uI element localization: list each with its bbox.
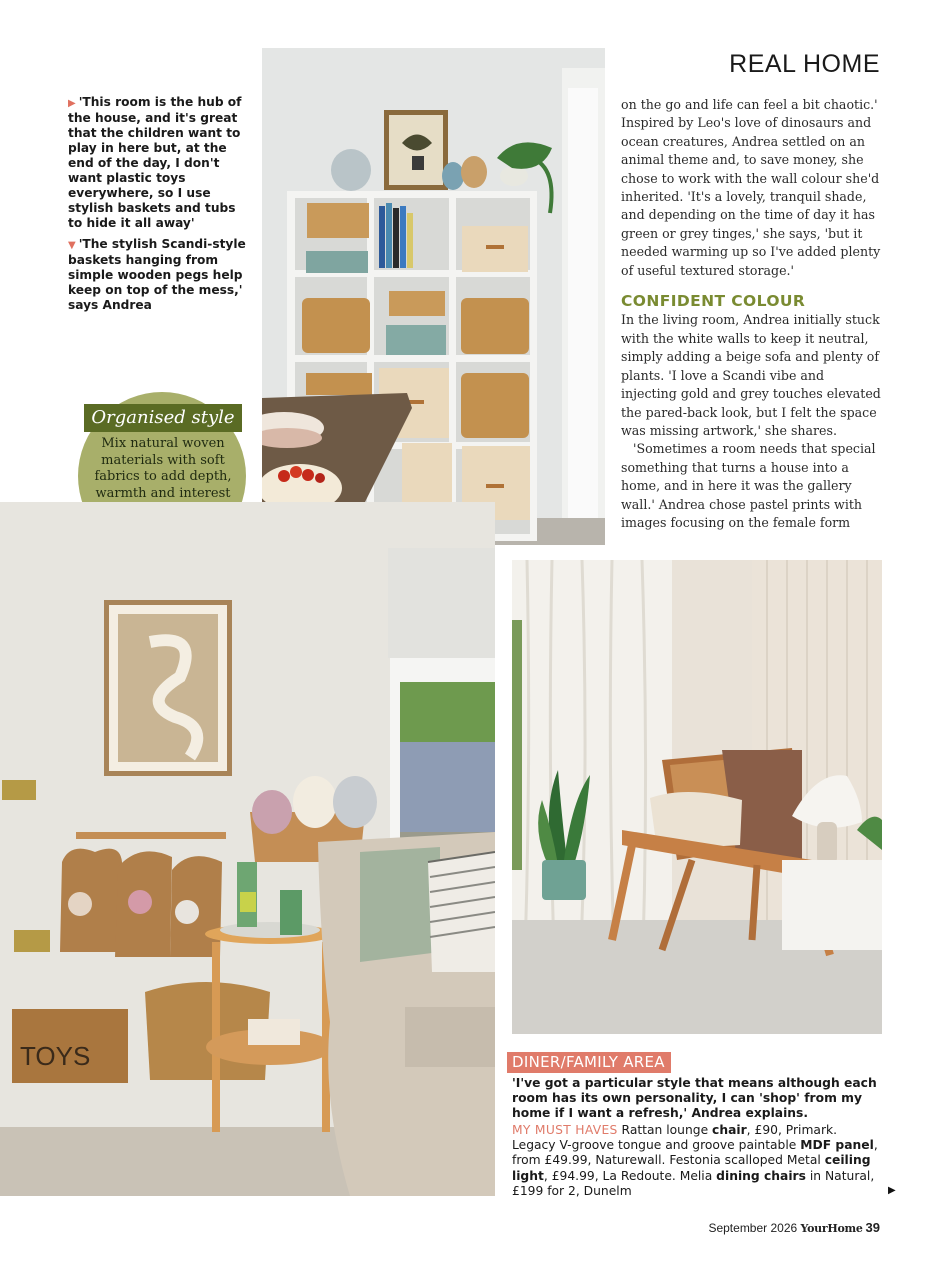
chair-photo xyxy=(512,560,882,1034)
article-column xyxy=(621,96,883,532)
callout-title: Organised style xyxy=(84,404,242,432)
diner-quote: 'I've got a particular style that means although each room has its own personality, I can 'shop' from my home if I want a refresh,' Andrea explains. xyxy=(512,1076,877,1120)
shelving-photo xyxy=(262,48,605,545)
continue-arrow-icon: ▶ xyxy=(888,1185,896,1196)
footer-date: September 2026 xyxy=(708,1221,798,1235)
caption-hub: ▶ 'This room is the hub of the house, and it's great that the children want to play in here but, at the end of the day, I don't want plastic toys everywhere, so I use stylish baskets and tubs to hide it all away' xyxy=(68,95,242,230)
callout-body: Mix natural woven materials with soft fabrics to add depth, warmth and interest xyxy=(94,436,232,501)
toys-basket-label: TOYS xyxy=(20,1041,91,1071)
must-haves-label: MY MUST HAVES xyxy=(512,1123,618,1137)
footer-magazine: YourHome xyxy=(800,1222,863,1235)
must-haves-list: MY MUST HAVES Rattan lounge chair, £90, Primark. Legacy V-groove tongue and groove paintable MDF panel, from £49.99, Naturewall. Festonia scalloped Metal ceiling light, £94.99, La Redoute. Melia dining chairs in Natural, £199 for 2, Dunelm xyxy=(512,1123,878,1198)
caption-pointer-right-icon: ▶ xyxy=(68,98,76,109)
section-label: REAL HOME xyxy=(729,50,880,78)
article-paragraph-3: 'Sometimes a room needs that special something that turns a house into a home, and in here it was the gallery wall.' Andrea chose pastel prints with images focusing on the female form xyxy=(621,441,876,530)
diner-section-label: DINER/FAMILY AREA xyxy=(507,1052,671,1073)
page-number: 39 xyxy=(865,1220,880,1235)
article-heading: CONFIDENT COLOUR xyxy=(621,292,806,311)
caption-baskets: ▼ 'The stylish Scandi-style baskets hanging from simple wooden pegs help keep on top of the mess,' says Andrea xyxy=(68,237,246,312)
article-paragraph-1: on the go and life can feel a bit chaotic.' Inspired by Leo's love of dinosaurs and ocean creatures, Andrea settled on an animal theme and, to save money, she chose to work with the wall colour she'd inherited. 'It's a lovely, tranquil shade, and depending on the time of day it has green or grey tinges,' she says, 'but it needed warming up so I've added plenty of useful textured storage.' xyxy=(621,97,881,278)
caption-pointer-down-icon: ▼ xyxy=(68,240,76,251)
page-footer xyxy=(708,1220,880,1235)
living-room-photo xyxy=(0,502,495,1196)
article-paragraph-2: In the living room, Andrea initially stuck with the white walls to keep it neutral, simply adding a beige sofa and plenty of plants. 'I love a Scandi vibe and injecting gold and grey touches elevated the pared-back look, but I felt the space was missing artwork,' she shares. xyxy=(621,312,881,438)
